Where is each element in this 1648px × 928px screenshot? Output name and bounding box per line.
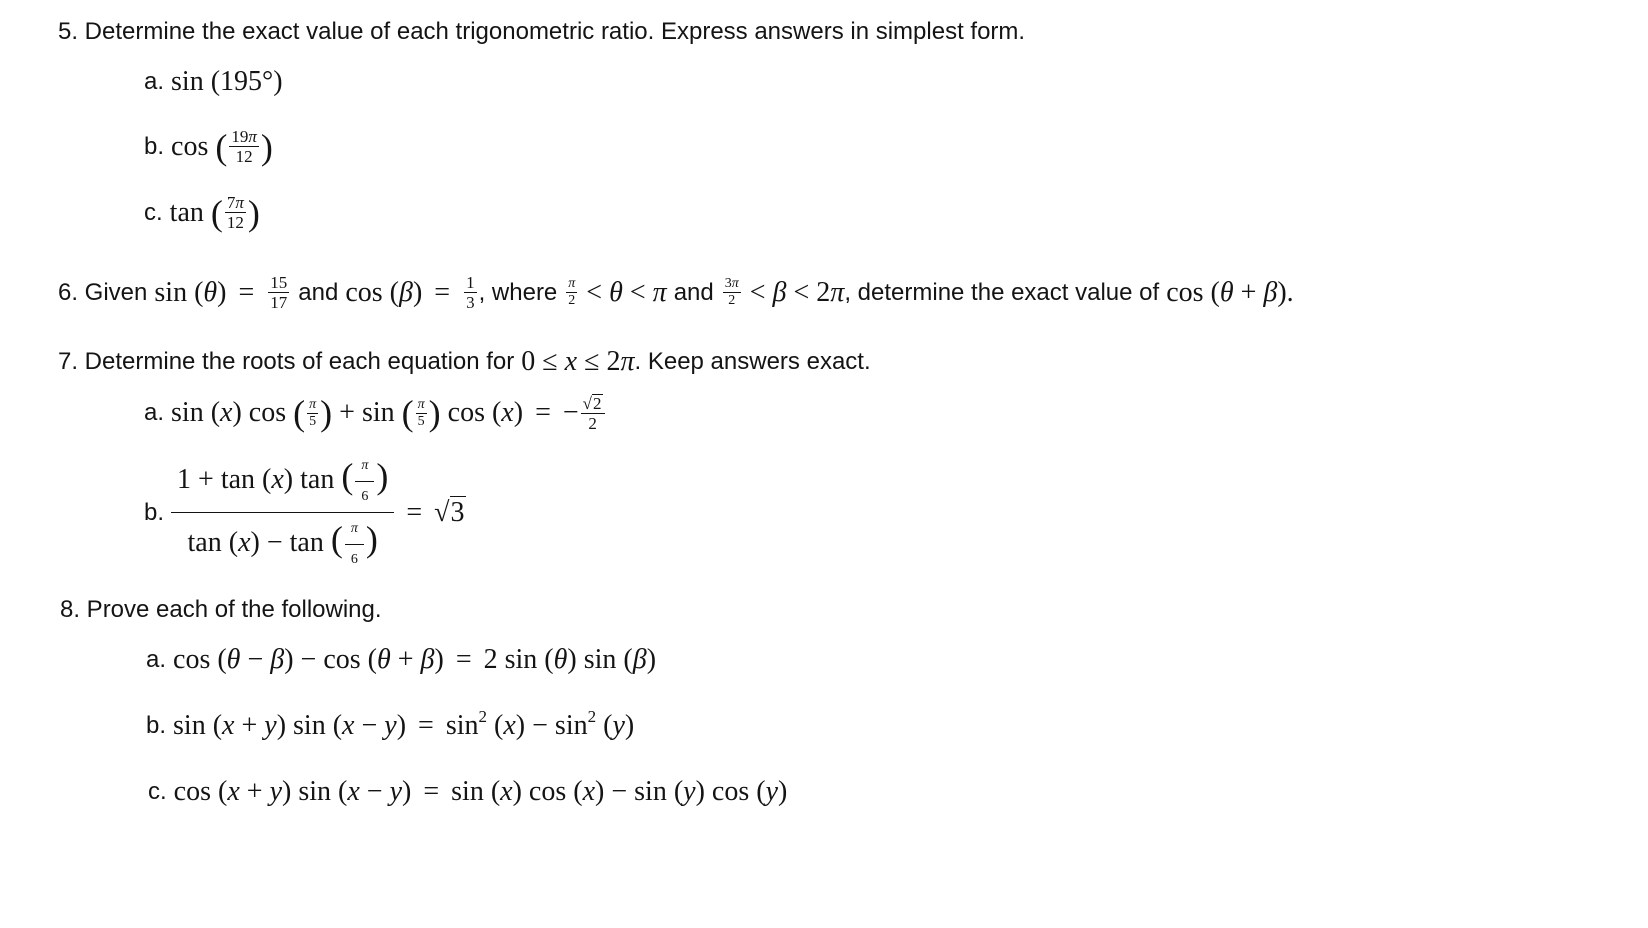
item-label: a.: [146, 646, 167, 673]
expression-5c: tan: [169, 196, 204, 228]
item-label: b.: [144, 498, 165, 526]
question-7a: a. sin (x) cos ( $\frac{\pi}{5}$ ) + sin ( $\frac{\pi}{5}$ ) cos (x) = − √ 2 2: [144, 394, 607, 432]
question-7-label: 7. Determine the roots of each equation for: [58, 348, 515, 375]
and-text-2: and: [673, 278, 714, 306]
item-label: a.: [144, 68, 165, 95]
question-7-label-tail: . Keep answers exact.: [634, 348, 871, 375]
question-5c: c. tan ( $\frac{7\pi}{12}$ ): [144, 192, 260, 233]
question-7-heading: 7. Determine the roots of each equation for 0 ≤ x ≤ 2π . Keep answers exact.: [58, 346, 871, 377]
question-8-heading: [60, 596, 382, 624]
question-8a: a. cos (θ − β) − cos (θ + β) = 2 sin (θ) sin (β): [146, 644, 657, 675]
tail-text: , determine the exact value of: [844, 278, 1160, 306]
question-7b: b. 1 + tan (x) tan ( $\frac{\pi}{6}$ ) tan (x) − tan ( $\frac{\pi}{6}$ ) = √ 3: [144, 456, 465, 568]
and-text: and: [298, 278, 339, 306]
question-8-text: 8. Prove each of the following.: [60, 596, 382, 623]
question-8b: b. sin (x + y) $\sin (x - y) = \sin^2 (x) - \sin^2 (y)$: [146, 707, 635, 741]
item-label: b.: [144, 132, 165, 160]
question-6: 6. Given sin (θ) = $\frac{15}{17}$ and cos (β) = $\frac{1}{3}$ , where $\frac{\pi}{2}$ < θ < π and $\frac{3\pi}{2}$ < β < 2π , determine the exact value of cos (θ + β).: [58, 273, 1294, 312]
item-label: c.: [144, 198, 163, 226]
item-label: b.: [146, 712, 167, 739]
question-5b: b. cos ( $\frac{19\pi}{12}$ ): [144, 126, 273, 167]
expression-5b: cos: [171, 130, 209, 162]
expression-5a: sin (195°): [171, 66, 283, 97]
question-5a: [144, 66, 283, 98]
item-label: a.: [144, 399, 165, 426]
where-text: , where: [478, 278, 558, 306]
question-8c: c. cos (x + y) sin (x − y) = sin (x) cos (x) − sin (y) cos (y): [148, 776, 788, 807]
question-5-text: 5. Determine the exact value of each trigonometric ratio. Express answers in simplest form.: [58, 18, 1026, 45]
item-label: c.: [148, 778, 167, 805]
question-5-heading: [58, 18, 1025, 46]
question-6-label: 6. Given: [58, 278, 148, 306]
